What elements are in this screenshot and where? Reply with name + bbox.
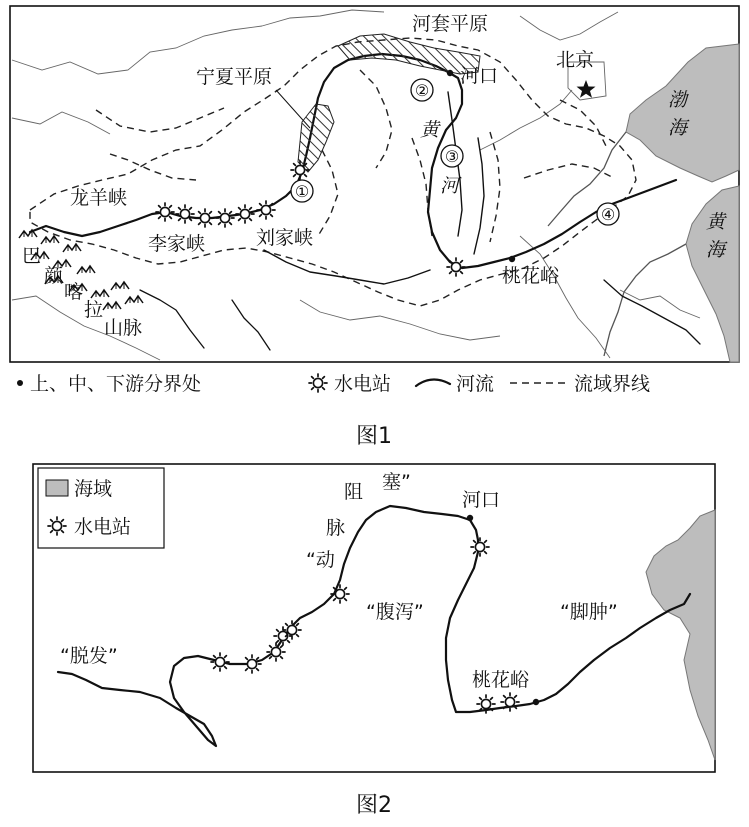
label-mai: 脉 bbox=[326, 517, 346, 539]
label-yellow-river-2: 河 bbox=[440, 175, 460, 197]
label-fig2-hekou: 河口 bbox=[462, 489, 501, 511]
label-bayan-5: 山脉 bbox=[104, 317, 143, 339]
label-liujiaxia: 刘家峡 bbox=[256, 227, 314, 249]
marker-2 bbox=[411, 79, 433, 101]
label-zu: 阻 bbox=[344, 481, 364, 503]
yellow-river bbox=[30, 54, 676, 268]
svg-text:②: ② bbox=[414, 81, 430, 100]
svg-text:③: ③ bbox=[444, 147, 460, 166]
label-huanghai-1: 黄 bbox=[706, 211, 726, 233]
figure1-frame bbox=[10, 6, 739, 362]
basin-boundary bbox=[96, 108, 224, 132]
province-line bbox=[620, 290, 700, 318]
legend-sea: 海域 bbox=[74, 478, 113, 500]
province-line bbox=[262, 10, 384, 26]
dot-icon bbox=[17, 380, 23, 386]
label-yellow-river-1: 黄 bbox=[420, 119, 440, 141]
figure2-map bbox=[33, 464, 715, 818]
province-line bbox=[300, 300, 500, 340]
river-legend-icon bbox=[416, 379, 450, 386]
hydropower-icon bbox=[196, 209, 214, 227]
svg-text:①: ① bbox=[294, 182, 310, 201]
label-taohuayu: 桃花峪 bbox=[502, 265, 560, 287]
coast-line bbox=[604, 244, 686, 356]
label-sai: 塞” bbox=[382, 471, 411, 493]
label-huanghai-2: 海 bbox=[706, 239, 726, 261]
hydropower-icon bbox=[501, 693, 519, 711]
basin-boundary bbox=[490, 132, 500, 242]
basin-boundary bbox=[524, 164, 614, 178]
label-bayan-2: 颜 bbox=[44, 265, 64, 287]
label-fig2-taohuayu: 桃花峪 bbox=[472, 669, 530, 691]
label-lijiaxia: 李家峡 bbox=[148, 233, 206, 255]
figure2-legend bbox=[38, 468, 164, 548]
legend-river: 河流 bbox=[456, 373, 495, 395]
figure1-caption: 图1 bbox=[356, 424, 392, 449]
ningxia-leader-line bbox=[276, 90, 310, 128]
tributary bbox=[474, 138, 484, 254]
legend-boundary-point: 上、中、下游分界处 bbox=[30, 373, 202, 395]
hydropower-icon bbox=[257, 201, 275, 219]
bohai-sea bbox=[626, 44, 739, 182]
fig2-sea bbox=[646, 510, 715, 760]
hydropower-icon bbox=[211, 653, 229, 671]
svg-text:④: ④ bbox=[600, 205, 616, 224]
label-tuofa: “脱发” bbox=[60, 645, 118, 667]
basin-boundary bbox=[318, 150, 338, 236]
taohuayu-point-icon bbox=[509, 256, 515, 262]
hydropower-icon bbox=[471, 538, 489, 556]
hydropower-icon bbox=[176, 205, 194, 223]
label-bayan-3: 喀 bbox=[64, 281, 84, 303]
fig2-hekou-point-icon bbox=[467, 515, 473, 521]
sea-swatch-icon bbox=[46, 480, 68, 496]
fig1-hydropower-stations bbox=[156, 161, 465, 276]
hydropower-icon bbox=[477, 695, 495, 713]
label-beijing: 北京 bbox=[556, 49, 595, 71]
figure1-legend bbox=[17, 373, 650, 395]
hydropower-icon bbox=[331, 585, 349, 603]
label-bohai-1: 渤 bbox=[668, 89, 688, 111]
figure2-caption: 图2 bbox=[356, 793, 392, 818]
label-hetao-plain: 河套平原 bbox=[412, 13, 489, 35]
legend2-hydropower: 水电站 bbox=[74, 516, 132, 538]
hydropower-icon bbox=[216, 209, 234, 227]
tributary bbox=[264, 250, 430, 284]
hydropower-icon bbox=[309, 374, 327, 392]
province-line bbox=[520, 12, 618, 40]
fig2-taohuayu-point-icon bbox=[533, 699, 539, 705]
hydropower-icon bbox=[48, 517, 66, 535]
hydropower-icon bbox=[283, 621, 301, 639]
marker-3 bbox=[441, 145, 463, 167]
basin-boundary bbox=[360, 70, 392, 168]
province-line bbox=[12, 112, 110, 134]
label-bayan-1: 巴 bbox=[22, 245, 42, 267]
legend-basin-boundary: 流域界线 bbox=[574, 373, 651, 395]
label-bayan-4: 拉 bbox=[84, 299, 104, 321]
label-longyangxia: 龙羊峡 bbox=[70, 187, 128, 209]
label-bohai-2: 海 bbox=[668, 117, 688, 139]
hetao-plain-area bbox=[338, 34, 480, 74]
figure1-map bbox=[10, 6, 739, 449]
hydropower-icon bbox=[267, 643, 285, 661]
hydropower-icon bbox=[236, 205, 254, 223]
hydropower-icon bbox=[243, 655, 261, 673]
province-line bbox=[520, 236, 610, 358]
hydropower-icon bbox=[291, 161, 309, 179]
hydropower-icon bbox=[447, 258, 465, 276]
label-dong: “动 bbox=[306, 549, 335, 571]
marker-4 bbox=[597, 203, 619, 225]
tributary bbox=[140, 290, 204, 348]
label-ningxia-plain: 宁夏平原 bbox=[196, 66, 273, 88]
star-icon bbox=[577, 80, 596, 98]
tributary bbox=[232, 300, 270, 350]
label-jiaozhong: “脚肿” bbox=[560, 601, 618, 623]
basin-boundary bbox=[110, 154, 196, 180]
marker-1 bbox=[291, 180, 313, 202]
legend-hydropower: 水电站 bbox=[334, 373, 392, 395]
basin-boundary bbox=[560, 100, 606, 146]
hydropower-icon bbox=[156, 203, 174, 221]
hekou-point-icon bbox=[447, 70, 453, 76]
label-fuxie: “腹泻” bbox=[366, 601, 424, 623]
label-hekou: 河口 bbox=[460, 65, 499, 87]
